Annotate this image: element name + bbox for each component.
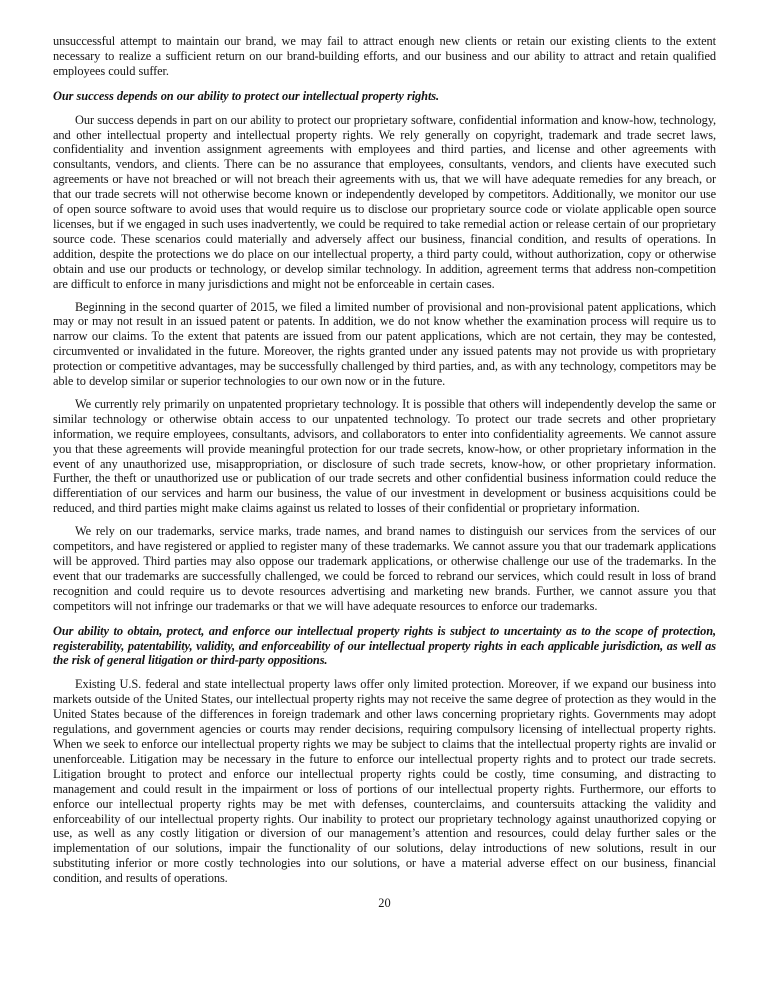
paragraph-trademarks: We rely on our trademarks, service marks, trade names, and brand names to distinguish our services from the services of our competitors, and have registered or applied to register many of these trademarks. We cannot assure you that our trademark applications will be approved. Third parties may also oppose our trademark applications, or otherwise challenge our use of the trademarks. In the event that our trademarks are successfully challenged, we could be forced to rebrand our services, which could result in loss of brand recognition and could require us to devote resources advertising and marketing new brands. Further, we cannot assure you that competitors will not infringe our trademarks or that we will have adequate resources to enforce our trademarks. [53, 524, 716, 613]
paragraph-brand-risk-continuation: unsuccessful attempt to maintain our brand, we may fail to attract enough new clients or retain our existing clients to the extent necessary to realize a sufficient return on our brand-building efforts, and our business and our ability to attract and retain qualified employees could suffer. [53, 34, 716, 78]
page-content [53, 34, 716, 886]
page-footer [53, 894, 716, 912]
paragraph-patent-applications: Beginning in the second quarter of 2015, we filed a limited number of provisional and non-provisional patent applications, which may or may not result in an issued patent or patents. In addition, we do not know whether the examination process will require us to narrow our claims. To the extent that patents are issued from our patent applications, which are not certain, they may be contested, circumvented or invalidated in the future. Moreover, the rights granted under any issued patents may not provide us with proprietary protection or competitive advantages, may be successfully challenged by third parties, and, as with any technology, competitors may be able to develop similar or superior technologies to our own now or in the future. [53, 299, 716, 389]
paragraph-unpatented-technology: We currently rely primarily on unpatented proprietary technology. It is possible that others will independently develop the same or similar technology or otherwise obtain access to our unpatented technology. To protect our trade secrets and other proprietary information, we require employees, consultants, advisors, and collaborators to enter into confidentiality agreements. We cannot assure you that these agreements will provide meaningful protection for our trade secrets, know-how, or other proprietary information in the event of any unauthorized use, misappropriation, or disclosure of such trade secrets, know-how, or other proprietary information. Further, the theft or unauthorized use or publication of our trade secrets and other confidential business information could reduce the differentiation of our services and harm our business, the value of our investment in development or business acquisitions could be reduced, and third parties might make claims against us related to losses of their confidential or proprietary information. [53, 396, 716, 516]
section-heading-ip-enforcement-uncertainty: Our ability to obtain, protect, and enforce our intellectual property rights is subject to uncertainty as to the scope of protection, registerability, patentability, validity, and enforceability of our intellectual property rights in each applicable jurisdiction, as well as the risk of general litigation or third-party oppositions. [53, 623, 716, 668]
paragraph-limited-protection-litigation: Existing U.S. federal and state intellectual property laws offer only limited protection. Moreover, if we expand our business into markets outside of the United States, our intellectual property rights may not receive the same degree of protection as they would in the United States because of the differences in foreign trademark and other laws concerning proprietary rights. Governments may adopt regulations, and government agencies or courts may render decisions, requiring compulsory licensing of intellectual property rights. When we seek to enforce our intellectual property rights we may be subject to claims that the intellectual property rights are invalid or unenforceable. Litigation may be necessary in the future to enforce our intellectual property rights and to protect our trade secrets. Litigation brought to protect and enforce our intellectual property rights could be costly, time consuming, and distracting to management and could result in the impairment or loss of portions of our intellectual property rights. Furthermore, our efforts to enforce our intellectual property rights may be met with defenses, counterclaims, and countersuits attacking the validity and enforceability of our intellectual property rights. Our inability to protect our proprietary technology against unauthorized copying or use, as well as any costly litigation or diversion of our management’s attention and resources, could delay further sales or the implementation of our solutions, impair the functionality of our solutions, delay introductions of new solutions, result in our substituting inferior or more costly technologies into our solutions, or have a material adverse effect on our business, financial condition, and results of operations. [53, 677, 716, 886]
paragraph-proprietary-software-protection: Our success depends in part on our ability to protect our proprietary software, confidential information and know-how, technology, and other intellectual property and intellectual property rights. We rely generally on copyright, trademark and trade secret laws, confidentiality and invention assignment agreements with employees and third parties, and license and other agreements with consultants, vendors, and clients. There can be no assurance that employees, consultants, vendors, and clients have executed such agreements or have not breached or will not breach their agreements with us, that we will have adequate remedies for any breach, or that our trade secrets will not otherwise become known or independently developed by competitors. Additionally, we monitor our use of open source software to avoid uses that would require us to disclose our proprietary source code or violate applicable open source licenses, but if we engaged in such uses inadvertently, we could be required to take remedial action or release certain of our proprietary source code. These scenarios could materially and adversely affect our business, financial condition, and results of operations. In addition, despite the protections we do place on our intellectual property, a third party could, without authorization, copy or otherwise obtain and use our products or technology, or develop similar technology. In addition, agreement terms that address non-competition are difficult to enforce in many jurisdictions and might not be enforceable in certain cases. [53, 112, 716, 291]
section-heading-protect-ip-rights: Our success depends on our ability to protect our intellectual property rights. [53, 88, 440, 103]
page-number: 20 [378, 896, 391, 911]
